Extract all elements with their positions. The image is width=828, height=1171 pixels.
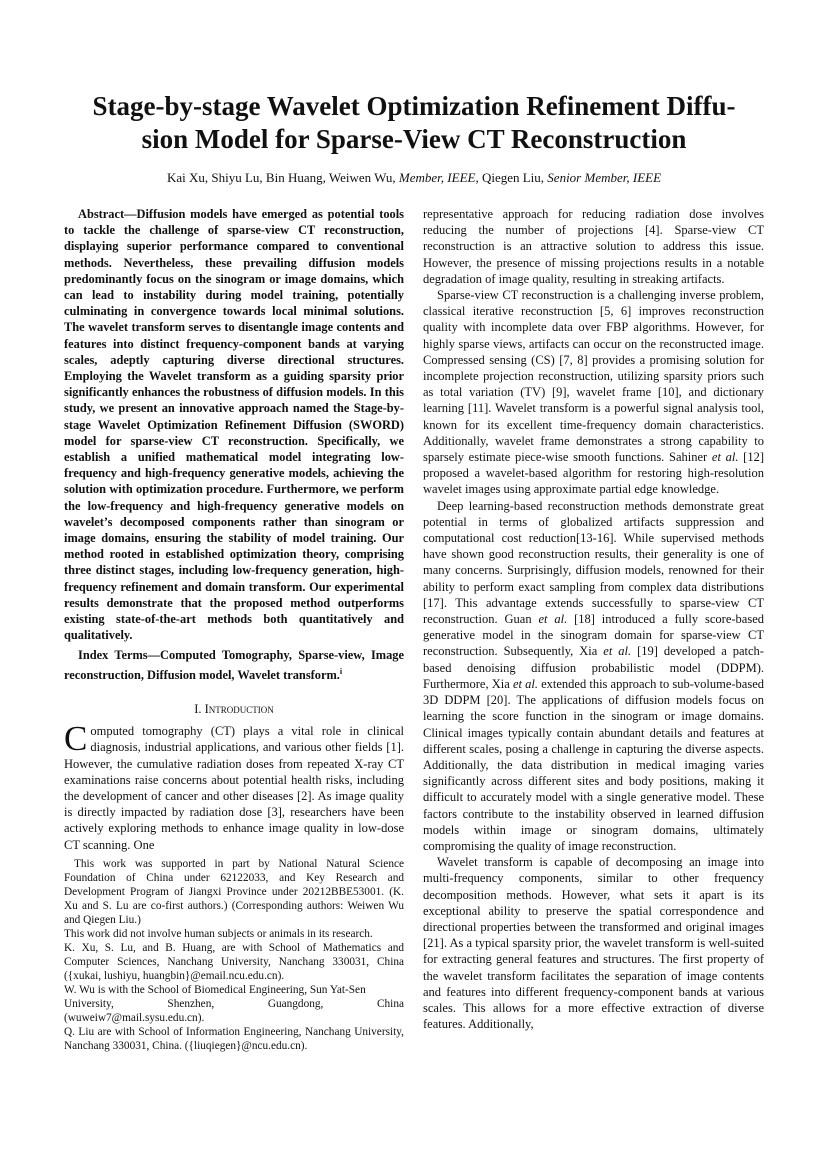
footnote-affiliation-wu-line-2: University, Shenzhen, Guangdong, China <box>64 997 404 1010</box>
title-line-1: Stage-by-stage Wavelet Optimization Refinement Diffu- <box>92 91 736 121</box>
right-paragraph-3 <box>423 498 764 854</box>
title-line-2: sion Model for Sparse-View CT Reconstruction <box>141 124 687 154</box>
right-paragraph-1: representative approach for reducing radiation dose involves reducing the number of projections [4]. Sparse-view CT reconstruction is an attractive solution to address this issue. However, the presence of missing projections results in a notable degradation of image quality, resulting in streaking artifacts. <box>423 207 764 286</box>
authors-part-2: , Qiegen Liu, <box>475 170 548 185</box>
authors-member-label: Member, IEEE <box>398 170 476 185</box>
footnote-affiliation-wu-line-3: (wuweiw7@mail.sysu.edu.cn). <box>64 1011 205 1024</box>
footnote-affiliation-xu-lu-huang: K. Xu, S. Lu, and B. Huang, are with School of Mathematics and Computer Sciences, Nanchang University, Nanchang 330031, China ({xukai, lushiyu, huangbin}@email.ncu.edu.cn). <box>64 941 404 982</box>
section-title: Introduction <box>204 702 274 717</box>
right-paragraph-3-text-a: Deep learning-based reconstruction methods demonstrate great potential in terms of globalized artifacts suppression and computational cost reduction[13-16]. While supervised methods have shown good reconstruction results, their generality is one of many concerns. Surprisingly, diffusion models, renowned for their ability to perform exact sampling from complex data distributions [17]. This advantage extends successfully to sparse-view CT reconstruction. Guan <box>423 498 764 627</box>
right-paragraph-2-text-b: [12] proposed a wavelet-based algorithm for restoring high-resolution wavelet images using approximate partial edge knowledge. <box>423 450 764 497</box>
footnote-affiliation-wu-line-1: W. Wu is with the School of Biomedical Engineering, Sun Yat-Sen <box>64 983 366 996</box>
footnote-funding: This work was supported in part by National Natural Science Foundation of China under 62122033, and Key Research and Development Program of Jiangxi Province under 20212BBE53001. (K. Xu and S. Lu are co-first authors.) (Corresponding authors: Weiwen Wu and Qiegen Liu.) <box>64 857 404 926</box>
right-paragraph-3-text-c: [19] developed a patch-based denoising diffusion probabilistic model (DDPM). Furthermore, Xia <box>423 644 764 691</box>
right-paragraph-2-text-a: Sparse-view CT reconstruction is a challenging inverse problem, classical iterative reconstruction [5, 6] improves reconstruction quality with incomplete data over FBP algorithms. However, for highly sparse views, artifacts can occur on the reconstructed image. Compressed sensing (CS) [7, 8] provides a promising solution for incomplete projection reconstruction, utilizing sparsity priors such as total variation (TV) [9], wavelet frame [10], and dictionary learning [11]. Wavelet transform is a powerful signal analysis tool, known for its excellent time-frequency domain characteristics. Additionally, wavelet frame demonstrates a strong capability to sparsely estimate piece-wise smooth functions. Sahiner <box>423 288 764 465</box>
index-terms-text: Index Terms—Computed Tomography, Sparse-view, Image reconstruction, Diffusion model, Wavelet transform. <box>64 648 404 682</box>
paper-title <box>60 90 768 156</box>
section-heading-introduction <box>64 701 404 717</box>
et-al: et al. <box>711 450 739 465</box>
right-paragraph-4: Wavelet transform is capable of decomposing an image into multi-frequency components, similar to other frequency decomposition methods. However, what sets it apart is its exceptional ability to preserve the spatial correspondence and directional properties between the transformed and original images [21]. As a typical sparsity prior, the wavelet transform is well-suited for extracting general features and structures. The first property of the wavelet transform facilitates the separation of image contents and features into different frequency-component bands at various scales. This allows for a more effective extraction of diverse features. Additionally, <box>423 855 764 1032</box>
index-terms-footnote-mark: i <box>339 666 343 676</box>
abstract: Abstract—Diffusion models have emerged as potential tools to tackle the challenge of sparse-view CT reconstruction, displaying superior performance compared to conventional methods. Nevertheless, these prevailing diffusion models predominantly focus on the sinogram or image domains, which can lead to instability during model training, potentially culminating in convergence towards local minimal solutions. The wavelet transform serves to disentangle image contents and features into distinct frequency-component bands at varying scales, adeptly capturing diverse directional structures. Employing the Wavelet transform as a guiding sparsity prior significantly enhances the robustness of diffusion models. In this study, we present an innovative approach named the Stage-by-stage Wavelet Optimization Refinement Diffusion (SWORD) model for sparse-view CT reconstruction. Specifically, we establish a unified mathematical model integrating low-frequency and high-frequency generative models, achieving the solution with optimization procedure. Furthermore, we perform the low-frequency and high-frequency generative models on wavelet’s decomposed components rather than sinogram or image domains, ensuring the stability of model training. Our method rooted in established optimization theory, comprising three distinct stages, including low-frequency generation, high-frequency refinement and domain transform. Our experimental results demonstrate that the proposed method outperforms existing state-of-the-art methods both quantitatively and qualitatively. <box>64 207 404 643</box>
footnote-affiliation-liu: Q. Liu are with School of Information Engineering, Nanchang University, Nanchang 330031, China. ({liuqiegen}@ncu.edu.cn). <box>64 1025 404 1052</box>
index-terms <box>64 647 404 683</box>
right-paragraph-3-text-b: [18] introduced a fully score-based generative model in the sinogram domain for sparse-view CT reconstruction. Subsequently, Xia <box>423 612 765 659</box>
right-paragraph-3-text-d: extended this approach to sub-volume-based 3D DDPM [20]. The applications of diffusion models focus on learning the score function in the sinogram or image domains. Clinical images typically contain abundant details and features at different scales, posing a challenge in capturing the diverse aspects. Additionally, the data distribution in medical imaging varies significantly across different sites and body positions, making it difficult to accurately model with a single generative model. These factors contribute to the instability observed in learned diffusion models within image or sinogram domains, ultimately compromising the quality of image reconstruction. <box>423 676 764 853</box>
authors-senior-label: Senior Member, IEEE <box>547 170 662 185</box>
footnote-ethics: This work did not involve human subjects or animals in its research. <box>64 927 373 940</box>
section-number: I. <box>194 702 202 717</box>
et-al: et al. <box>512 676 538 691</box>
drop-cap: C <box>64 719 88 759</box>
authors-part-1: Kai Xu, Shiyu Lu, Bin Huang, Weiwen Wu, <box>166 170 399 185</box>
intro-paragraph-1 <box>64 719 404 853</box>
right-column <box>423 206 764 1032</box>
author-line <box>40 170 788 186</box>
et-al: et al. <box>538 612 568 627</box>
footnotes <box>64 857 404 1053</box>
intro-paragraph-1-text: omputed tomography (CT) plays a vital role in clinical diagnosis, industrial applications, and various other fields [1]. However, the cumulative radiation doses from repeated X-ray CT examinations raise concerns about potential health risks, including the development of cancer and other diseases [2]. As image quality is directly impacted by radiation dose [3], researchers have been actively exploring methods to enhance image quality in low-dose CT scanning. One <box>64 724 404 852</box>
right-paragraph-2 <box>423 287 764 498</box>
left-column <box>64 206 404 1053</box>
et-al: et al. <box>603 644 632 659</box>
